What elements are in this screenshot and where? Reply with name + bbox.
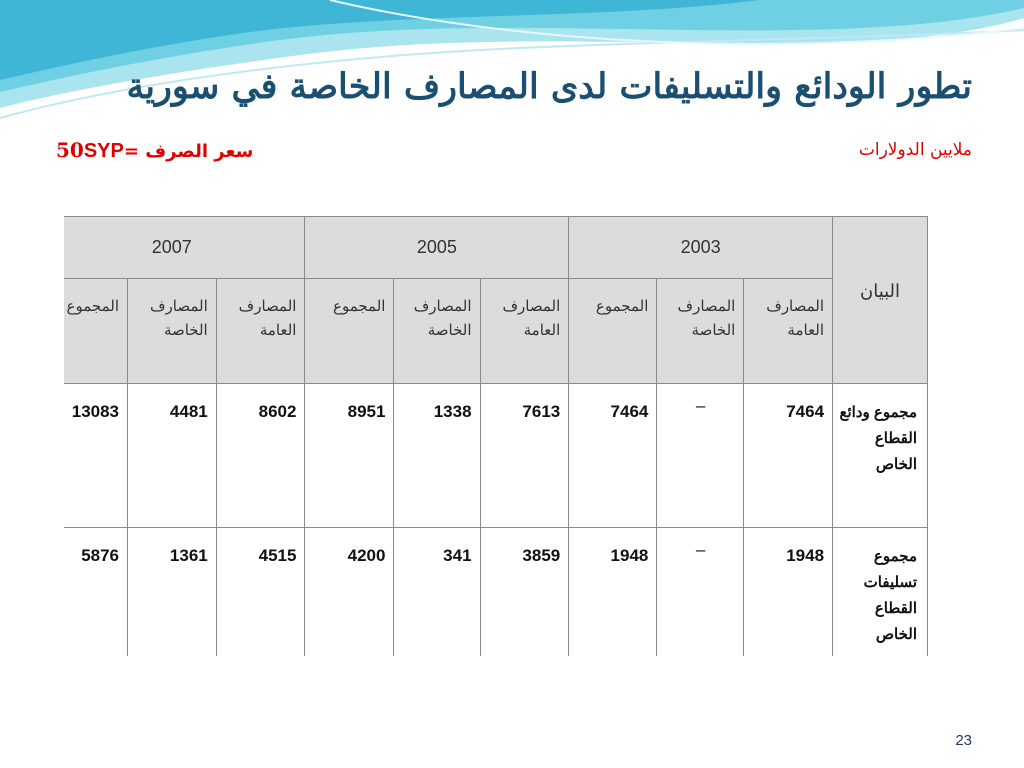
loans-total-2005: 4200 [305, 528, 394, 657]
subheader-total-2007: المجموع [64, 279, 128, 384]
data-table-container [64, 216, 954, 656]
subheader-total-2005: المجموع [305, 279, 394, 384]
subheader-public-2003: المصارف العامة [744, 279, 833, 384]
loans-private-2005: 341 [394, 528, 480, 657]
exchange-rate-label: سعر الصرف = [123, 141, 254, 162]
table-row-loans [64, 528, 928, 657]
deposits-total-2003: 7464 [569, 384, 657, 528]
deposits-private-2003: – [657, 384, 744, 528]
year-header-2003: 2003 [569, 217, 833, 279]
deposits-loans-table [64, 216, 928, 656]
slide-title: تطور الودائع والتسليفات لدى المصارف الخاصة في سورية [126, 66, 972, 107]
loans-total-2003: 1948 [569, 528, 657, 657]
year-header-row [64, 217, 928, 279]
deposits-public-2005: 7613 [480, 384, 569, 528]
deposits-total-2007: 13083 [64, 384, 128, 528]
deposits-public-2007: 8602 [216, 384, 305, 528]
loans-public-2007: 4515 [216, 528, 305, 657]
year-header-2005: 2005 [305, 217, 569, 279]
subheader-row [64, 279, 928, 384]
subheader-total-2003: المجموع [569, 279, 657, 384]
page-number: 23 [955, 732, 972, 749]
loans-private-2003: – [657, 528, 744, 657]
subheader-private-2007: المصارف الخاصة [128, 279, 217, 384]
exchange-rate-number: 50 [56, 138, 84, 162]
row-header-label: البيان [833, 217, 928, 384]
exchange-rate-note [56, 138, 253, 163]
subheader-private-2003: المصارف الخاصة [657, 279, 744, 384]
year-header-2007: 2007 [64, 217, 305, 279]
deposits-total-2005: 8951 [305, 384, 394, 528]
exchange-rate-currency: SYP [83, 140, 124, 162]
subheader-private-2005: المصارف الخاصة [394, 279, 480, 384]
loans-row-label: مجموع تسليفات القطاع الخاص [833, 528, 928, 657]
loans-public-2003: 1948 [744, 528, 833, 657]
deposits-public-2003: 7464 [744, 384, 833, 528]
decorative-wave-banner [0, 0, 1024, 130]
loans-private-2007: 1361 [128, 528, 217, 657]
subheader-public-2007: المصارف العامة [216, 279, 305, 384]
table-row-deposits [64, 384, 928, 528]
deposits-private-2007: 4481 [128, 384, 217, 528]
deposits-private-2005: 1338 [394, 384, 480, 528]
deposits-row-label: مجموع ودائع القطاع الخاص [833, 384, 928, 528]
loans-total-2007: 5876 [64, 528, 128, 657]
subheader-public-2005: المصارف العامة [480, 279, 569, 384]
loans-public-2005: 3859 [480, 528, 569, 657]
unit-note: ملايين الدولارات [858, 140, 972, 160]
